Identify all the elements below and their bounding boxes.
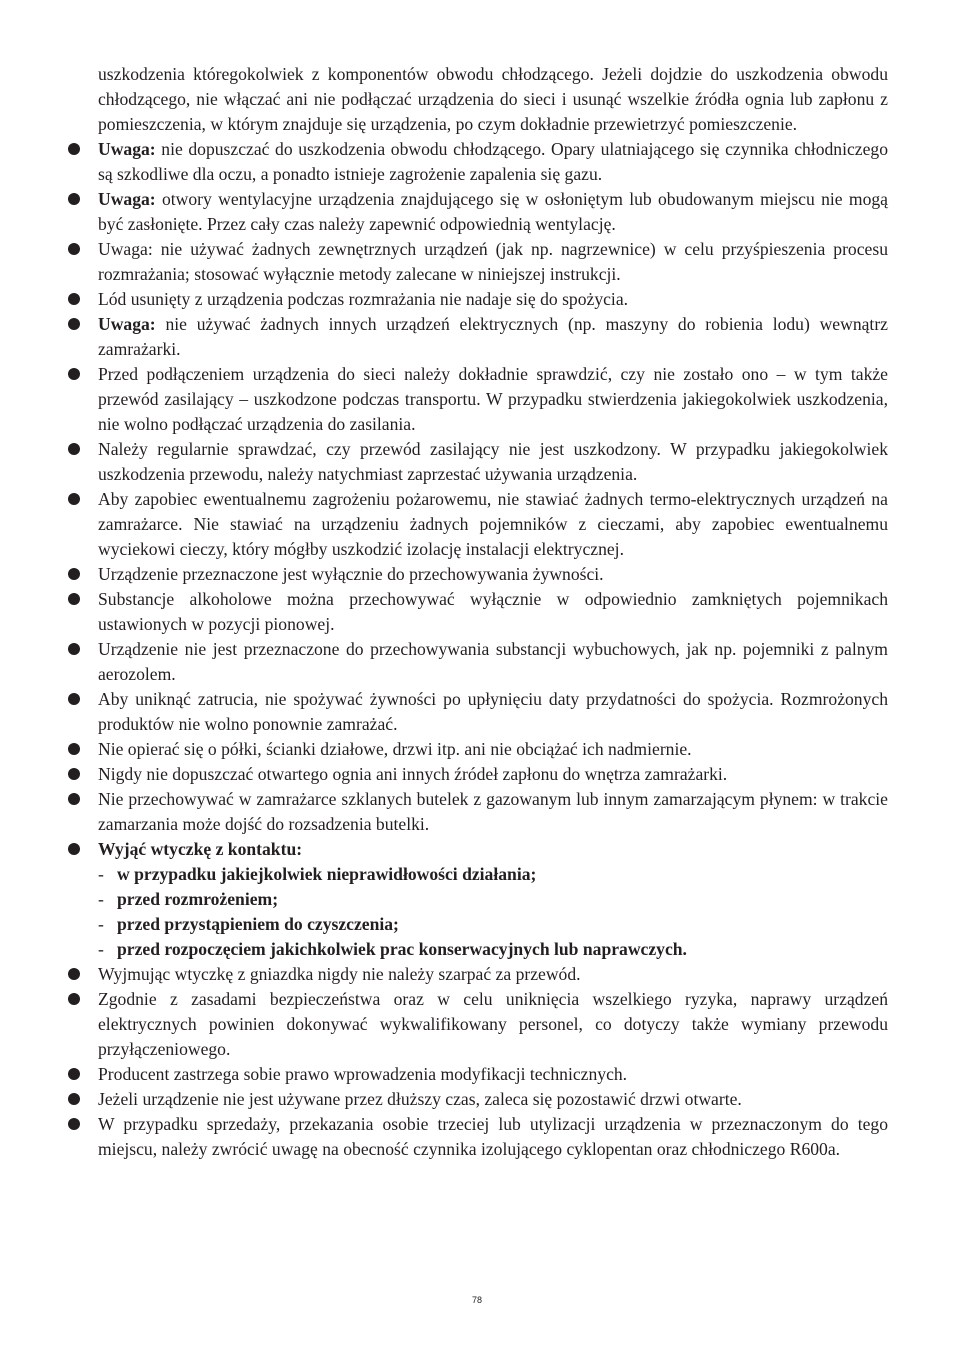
bullet-icon	[68, 793, 80, 805]
sub-item-text: w przypadku jakiejkolwiek nieprawidłowości działania;	[117, 864, 537, 884]
item-emphasis: Uwaga:	[98, 139, 156, 159]
item-text: Nie opierać się o półki, ścianki działowe, drzwi itp. ani nie obciążać ich nadmiernie.	[98, 739, 692, 759]
bullet-icon	[68, 493, 80, 505]
item-text: Należy regularnie sprawdzać, czy przewód zasilający nie jest uszkodzony. W przypadku jakiegokolwiek uszkodzenia przewodu, należy natychmiast zaprzestać używania urządzenia.	[98, 439, 888, 484]
bullet-icon	[68, 768, 80, 780]
bullet-icon	[68, 143, 80, 155]
list-item	[66, 137, 888, 187]
sub-item-text: przed przystąpieniem do czyszczenia;	[117, 914, 399, 934]
list-item	[66, 312, 888, 362]
sub-list-item	[66, 912, 888, 937]
item-text: Uwaga: nie używać żadnych zewnętrznych urządzeń (jak np. nagrzewnice) w celu przyśpieszenia procesu rozmrażania; stosować wyłącznie metody zalecane w niniejszej instrukcji.	[98, 239, 888, 284]
bullet-icon	[68, 193, 80, 205]
list-item	[66, 787, 888, 837]
item-text: nie używać żadnych innych urządzeń elektrycznych (np. maszyny do robienia lodu) wewnątrz zamrażarki.	[98, 314, 888, 359]
item-emphasis: Wyjąć wtyczkę z kontaktu:	[98, 839, 303, 859]
item-text: Zgodnie z zasadami bezpieczeństwa oraz w celu uniknięcia wszelkiego ryzyka, naprawy urządzeń elektrycznych powinien dokonywać wykwalifikowany personel, co dotyczy także wymiany przewodu przyłączeniowego.	[98, 989, 888, 1059]
item-text: Urządzenie przeznaczone jest wyłącznie do przechowywania żywności.	[98, 564, 604, 584]
item-text: Urządzenie nie jest przeznaczone do przechowywania substancji wybuchowych, jak np. pojemniki z palnym aerozolem.	[98, 639, 888, 684]
dash-marker: -	[98, 889, 104, 909]
dash-marker: -	[98, 864, 104, 884]
item-text: Nigdy nie dopuszczać otwartego ognia ani innych źródeł zapłonu do wnętrza zamrażarki.	[98, 764, 728, 784]
bullet-icon	[68, 968, 80, 980]
item-text: Substancje alkoholowe można przechowywać wyłącznie w odpowiednio zamkniętych pojemnikach ustawionych w pozycji pionowej.	[98, 589, 888, 634]
bullet-icon	[68, 568, 80, 580]
list-item	[66, 237, 888, 287]
item-text: Aby zapobiec ewentualnemu zagrożeniu pożarowemu, nie stawiać żadnych termo-elektrycznych urządzeń na zamrażarce. Nie stawiać na urządzeniu żadnych pojemników z cieczami, aby zapobiec ewentualnemu wyciekowi cieczy, który mógłby uszkodzić izolację instalacji elektrycznej.	[98, 489, 888, 559]
safety-list-continued	[66, 962, 888, 1162]
sub-list-item	[66, 862, 888, 887]
bullet-icon	[68, 743, 80, 755]
item-text: Lód usunięty z urządzenia podczas rozmrażania nie nadaje się do spożycia.	[98, 289, 629, 309]
list-item	[66, 362, 888, 437]
unplug-sublist	[66, 862, 888, 962]
list-item	[66, 587, 888, 637]
item-emphasis: Uwaga:	[98, 314, 156, 334]
list-item	[66, 962, 888, 987]
list-item	[66, 687, 888, 737]
item-text: nie dopuszczać do uszkodzenia obwodu chłodzącego. Opary ulatniającego się czynnika chłodniczego są szkodliwe dla oczu, a ponadto istnieje zagrożenie zapalenia się gazu.	[98, 139, 888, 184]
intro-paragraph: uszkodzenia któregokolwiek z komponentów obwodu chłodzącego. Jeżeli dojdzie do uszkodzenia obwodu chłodzącego, nie włączać ani nie podłączać urządzenia do sieci i usunąć wszelkie źródła ognia lub zapłonu z pomieszczenia, w którym znajduje się urządzenia, po czym dokładnie przewietrzyć pomieszczenie.	[98, 64, 888, 134]
list-item	[66, 562, 888, 587]
item-text: Nie przechowywać w zamrażarce szklanych butelek z gazowanym lub innym zamarzającym płynem: w trakcie zamarzania może dojść do rozsadzenia butelki.	[98, 789, 888, 834]
item-text: otwory wentylacyjne urządzenia znajdującego się w osłoniętym lub obudowanym miejscu nie mogą być zasłonięte. Przez cały czas należy zapewnić odpowiednią wentylację.	[98, 189, 888, 234]
sub-item-text: przed rozmrożeniem;	[117, 889, 279, 909]
bullet-icon	[68, 443, 80, 455]
bullet-icon	[68, 843, 80, 855]
list-item	[66, 487, 888, 562]
bullet-icon	[68, 693, 80, 705]
list-item	[66, 187, 888, 237]
bullet-icon	[68, 1118, 80, 1130]
sub-list-item	[66, 887, 888, 912]
list-item	[66, 287, 888, 312]
list-item	[66, 1062, 888, 1087]
item-text: Przed podłączeniem urządzenia do sieci należy dokładnie sprawdzić, czy nie zostało ono – w tym także przewód zasilający – uszkodzone podczas transportu. W przypadku stwierdzenia jakiegokolwiek uszkodzenia, nie wolno podłączać urządzenia do zasilania.	[98, 364, 888, 434]
item-text: Jeżeli urządzenie nie jest używane przez dłuższy czas, zaleca się pozostawić drzwi otwarte.	[98, 1089, 742, 1109]
bullet-icon	[68, 643, 80, 655]
dash-marker: -	[98, 939, 104, 959]
bullet-icon	[68, 368, 80, 380]
dash-marker: -	[98, 914, 104, 934]
list-item	[66, 762, 888, 787]
list-item	[66, 1087, 888, 1112]
list-item	[66, 987, 888, 1062]
list-item	[66, 837, 888, 862]
item-emphasis: Uwaga:	[98, 189, 156, 209]
list-item	[66, 437, 888, 487]
sub-list-item	[66, 937, 888, 962]
list-item	[66, 1112, 888, 1162]
sub-item-text: przed rozpoczęciem jakichkolwiek prac konserwacyjnych lub naprawczych.	[117, 939, 687, 959]
bullet-icon	[68, 1093, 80, 1105]
item-text: Wyjmując wtyczkę z gniazdka nigdy nie należy szarpać za przewód.	[98, 964, 581, 984]
bullet-icon	[68, 1068, 80, 1080]
item-text: Producent zastrzega sobie prawo wprowadzenia modyfikacji technicznych.	[98, 1064, 628, 1084]
item-text: W przypadku sprzedaży, przekazania osobie trzeciej lub utylizacji urządzenia w przeznaczonym do tego miejscu, należy zwrócić uwagę na obecność czynnika izolującego cyklopentan oraz chłodniczego R600a.	[98, 1114, 888, 1159]
bullet-icon	[68, 243, 80, 255]
list-item	[66, 637, 888, 687]
bullet-icon	[68, 593, 80, 605]
page-number: 78	[471, 1295, 482, 1305]
item-text: Aby uniknąć zatrucia, nie spożywać żywności po upłynięciu daty przydatności do spożycia. Rozmrożonych produktów nie wolno ponownie zamrażać.	[98, 689, 888, 734]
bullet-icon	[68, 318, 80, 330]
safety-list	[66, 137, 888, 862]
document-body	[66, 62, 888, 1162]
bullet-icon	[68, 293, 80, 305]
bullet-icon	[68, 993, 80, 1005]
list-item	[66, 737, 888, 762]
